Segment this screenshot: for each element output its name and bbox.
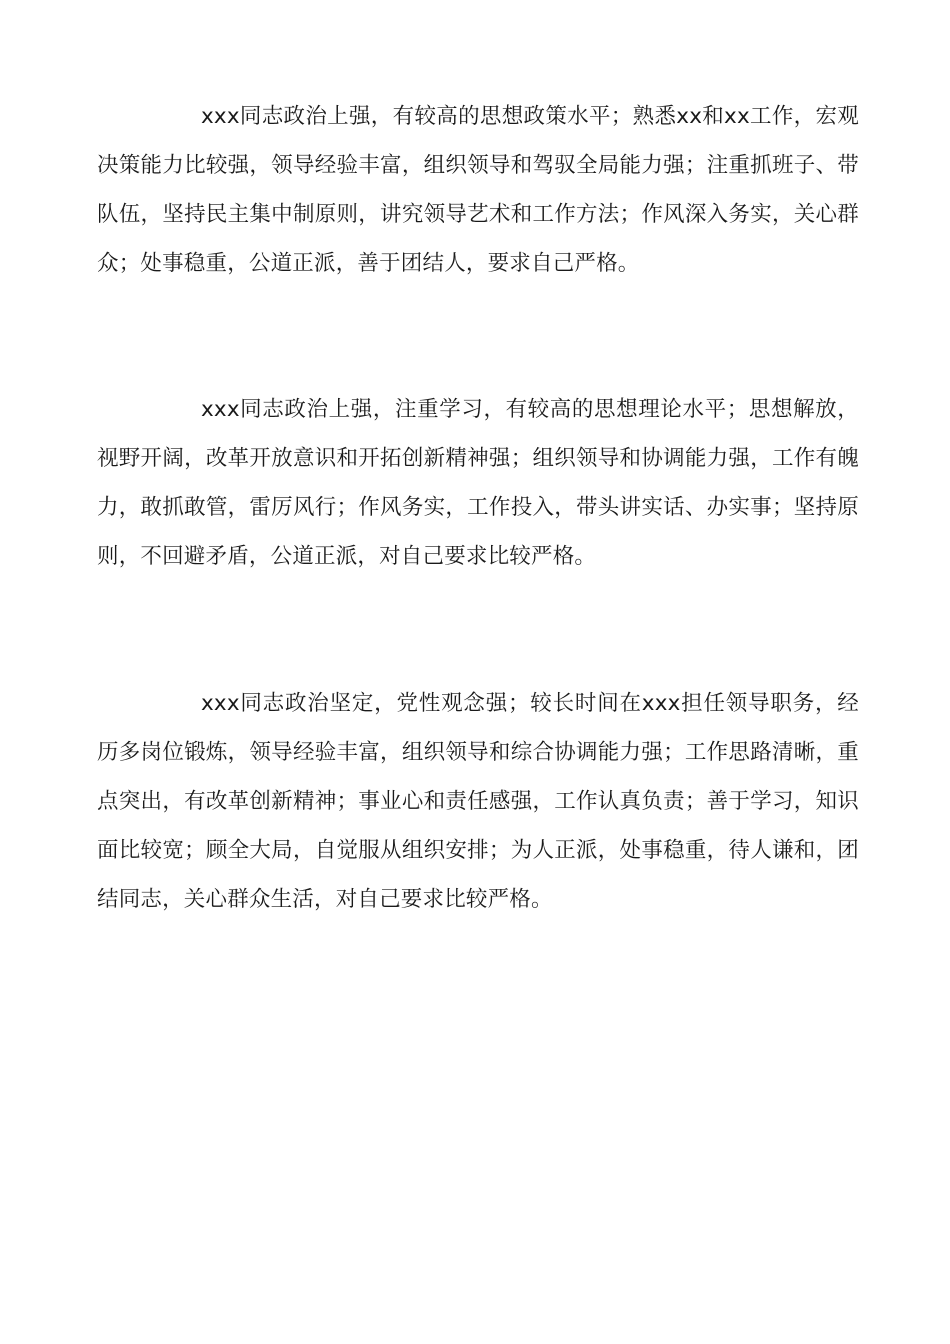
evaluation-paragraph-1: xxx同志政治上强，有较高的思想政策水平；熟悉xx和xx工作，宏观决策能力比较强，领导经验丰富，组织领导和驾驭全局能力强；注重抓班子、带队伍，坚持民主集中制原则，讲究领导艺术和工作方法；作风深入务实，关心群众；处事稳重，公道正派，善于团结人，要求自己严格。 xyxy=(97,104,859,276)
evaluation-paragraph-3: xxx同志政治坚定，党性观念强；较长时间在xxx担任领导职务，经历多岗位锻炼，领导经验丰富，组织领导和综合协调能力强；工作思路清晰，重点突出，有改革创新精神；事业心和责任感强，工作认真负责；善于学习，知识面比较宽；顾全大局，自觉服从组织安排；为人正派，处事稳重，待人谦和，团结同志，关心群众生活，对自己要求比较严格。 xyxy=(97,691,859,912)
evaluation-paragraph-2: xxx同志政治上强，注重学习，有较高的思想理论水平；思想解放，视野开阔，改革开放意识和开拓创新精神强；组织领导和协调能力强，工作有魄力，敢抓敢管，雷厉风行；作风务实，工作投入，带头讲实话、办实事；坚持原则，不回避矛盾，公道正派，对自己要求比较严格。 xyxy=(97,397,859,569)
